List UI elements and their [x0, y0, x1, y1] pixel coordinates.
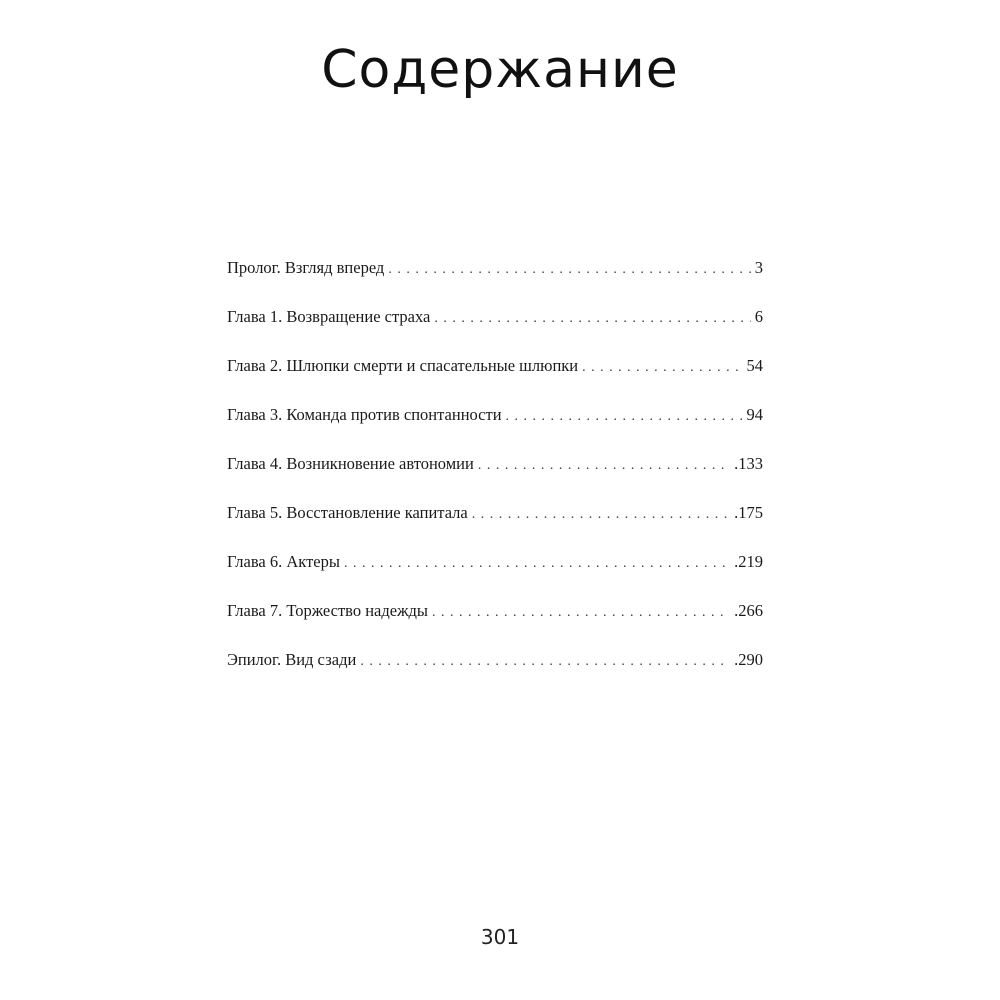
toc-entry-page: .266: [734, 601, 763, 620]
toc-entry-chapter-4: [227, 454, 763, 503]
toc-entry-title: Глава 6. Актеры: [227, 552, 340, 571]
toc-entry-title: Глава 7. Торжество надежды: [227, 601, 428, 620]
toc-entry-title: Пролог. Взгляд вперед: [227, 258, 385, 277]
toc-entry-page: 54: [746, 356, 763, 375]
dot-leader: [432, 605, 730, 621]
toc-entry-page: 94: [746, 405, 763, 424]
toc-entry-page: .219: [734, 552, 763, 571]
toc-entry-title: Глава 5. Восстановление капитала: [227, 503, 468, 522]
toc-entry-chapter-1: [227, 307, 763, 356]
toc-entry-epilogue: [227, 650, 763, 699]
toc-entry-title: Глава 4. Возникновение автономии: [227, 454, 474, 473]
toc-entry-prologue: [227, 258, 763, 307]
dot-leader: [582, 360, 742, 376]
dot-leader: [472, 507, 730, 523]
toc-entry-page: .133: [734, 454, 763, 473]
dot-leader: [506, 409, 743, 425]
page-number: 301: [480, 925, 520, 949]
toc-entry-title: Эпилог. Вид сзади: [227, 650, 357, 669]
dot-leader: [388, 262, 750, 278]
dot-leader: [344, 556, 730, 572]
dot-leader: [478, 458, 730, 474]
toc-entry-chapter-7: [227, 601, 763, 650]
toc-entry-chapter-3: [227, 405, 763, 454]
page-title: Содержание: [321, 40, 679, 100]
table-of-contents: [227, 258, 763, 699]
toc-entry-title: Глава 2. Шлюпки смерти и спасательные шлюпки: [227, 356, 579, 375]
toc-entry-title: Глава 1. Возвращение страха: [227, 307, 431, 326]
toc-entry-chapter-5: [227, 503, 763, 552]
dot-leader: [360, 654, 730, 670]
dot-leader: [434, 311, 750, 327]
toc-entry-page: 3: [754, 258, 763, 277]
toc-entry-chapter-2: [227, 356, 763, 405]
toc-entry-chapter-6: [227, 552, 763, 601]
toc-entry-page: .290: [734, 650, 763, 669]
toc-entry-title: Глава 3. Команда против спонтанности: [227, 405, 502, 424]
toc-entry-page: 6: [754, 307, 763, 326]
toc-entry-page: .175: [734, 503, 763, 522]
